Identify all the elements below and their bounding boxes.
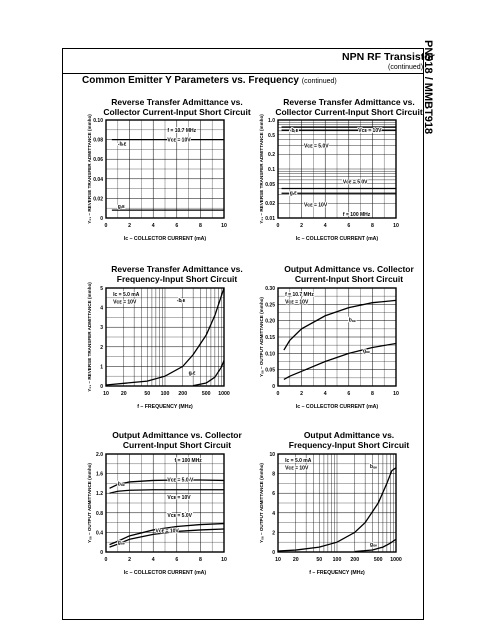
chart-4-series-line (284, 300, 396, 350)
chart-2-ytick-label: 0.05 (265, 181, 275, 188)
chart-4-xtick-label: 10 (393, 391, 399, 397)
chart-1-annotation: gᵣᴇ (117, 204, 125, 211)
chart-1-title-line2: Collector Current-Input Short Circuit (103, 107, 251, 117)
chart-4-xtick-label: 2 (300, 391, 304, 397)
chart-6-annotation: gₒₑ (370, 542, 378, 549)
chart-1-xtick-label: 2 (128, 223, 132, 229)
chart-4-plot (259, 286, 399, 412)
chart-3-xtick-label: 500 (201, 391, 211, 397)
chart-2-plot (259, 114, 399, 244)
chart-6-ytick-label: 10 (269, 452, 275, 458)
chart-5-annotation: Vᴄᴇ = 10V (155, 528, 179, 535)
chart-6-xtick-label: 50 (316, 557, 323, 563)
chart-3-plot (87, 282, 230, 412)
chart-2-annotation: gᵣᴇ (289, 190, 297, 197)
chart-3-xtick-label: 1000 (218, 391, 230, 397)
chart-2-title (269, 97, 429, 117)
chart-2-annotation: Vᴄᴇ = 5.0V (342, 179, 368, 186)
chart-3-annotation: -bᵣᴇ (176, 297, 186, 304)
chart-4-title-line2: Current-Input Short Circuit (294, 274, 404, 284)
chart-2-ytick-label: 0.02 (265, 201, 275, 208)
chart-3-xtick-label: 100 (160, 391, 170, 397)
chart-5-ytick-label: 1.2 (96, 491, 103, 498)
chart-4-annotation: f = 10.7 MHz (285, 291, 314, 298)
chart-3-title-line2: Frequency-Input Short Circuit (116, 274, 238, 284)
chart-6-ytick-label: 2 (272, 530, 275, 537)
chart-2-annotation: Vᴄᴇ = 10V (358, 127, 382, 134)
chart-2-xlabel: Iᴄ – COLLECTOR CURRENT (mA) (295, 236, 379, 242)
chart-1-xlabel: Iᴄ – COLLECTOR CURRENT (mA) (123, 236, 207, 242)
chart-3-ytick-label: 5 (100, 286, 103, 292)
chart-3-ylabel: Y₂₁ – REVERSE TRANSFER ADMITTANCE (mmho) (87, 282, 92, 392)
chart-1-annotation: Vᴄᴇ = 10V (167, 137, 191, 144)
chart-6-xtick-label: 500 (373, 557, 383, 563)
chart-1-xtick-label: 10 (221, 223, 227, 229)
chart-6-title-line1: Output Admittance vs. (303, 430, 395, 440)
chart-2-annotation: Vᴄᴇ = 5.0V (303, 143, 329, 150)
chart-4-title-line1: Output Admittance vs. Collector (284, 264, 414, 274)
chart-2-annotation: f = 100 MHz (342, 212, 371, 219)
chart-5-xtick-label: 0 (104, 557, 108, 563)
chart-5-xtick-label: 4 (151, 557, 155, 563)
chart-6-xtick-label: 100 (332, 557, 342, 563)
chart-6-annotation: Vᴄᴇ = 10V (285, 465, 309, 472)
chart-5-ytick-label: 1.6 (96, 471, 103, 478)
chart-3-ytick-label: 1 (100, 364, 103, 371)
chart-2-xtick-label: 6 (347, 223, 351, 229)
chart-5-plot (87, 452, 227, 578)
chart-6-title-line2: Frequency-Input Short Circuit (288, 440, 410, 450)
chart-4-ylabel: Yₒₑ – OUTPUT ADMITTANCE (mmho) (259, 297, 264, 377)
chart-3-ytick-label: 2 (100, 344, 103, 351)
chart-6-plot (259, 452, 402, 578)
chart-5-xtick-label: 8 (198, 557, 202, 563)
chart-1-ytick-label: 0.04 (93, 176, 103, 183)
chart-3-annotation: Iᴄ = 5.0 mA (113, 291, 140, 298)
chart-1-ytick-label: 0 (100, 216, 103, 222)
chart-5-title (97, 430, 257, 450)
chart-4-title (269, 264, 429, 284)
chart-6-xtick-label: 200 (350, 557, 360, 563)
chart-4-ytick-label: 0.30 (265, 286, 275, 292)
section-title (82, 75, 337, 86)
chart-5-annotation: f = 100 MHz (174, 457, 202, 464)
chart-2-ytick-label: 0.5 (268, 132, 275, 139)
chart-1-title-line1: Reverse Transfer Admittance vs. (111, 97, 243, 107)
chart-6-ytick-label: 4 (272, 510, 275, 517)
chart-6-xtick-label: 20 (292, 557, 299, 563)
header-continued: (continued) (388, 64, 424, 71)
chart-6-xtick-label: 10 (275, 557, 281, 563)
header-title: NPN RF Transistor (342, 51, 435, 63)
chart-2-ytick-label: 0.2 (268, 152, 275, 159)
chart-2-ytick-label: 1.0 (268, 118, 275, 124)
chart-4-xtick-label: 6 (347, 391, 351, 397)
chart-5-ytick-label: 0 (100, 550, 103, 556)
chart-2-xtick-label: 0 (276, 223, 280, 229)
chart-3-title-line1: Reverse Transfer Admittance vs. (111, 264, 243, 274)
chart-3-xtick-label: 50 (144, 391, 151, 397)
section-title-text: Common Emitter Y Parameters vs. Frequency (82, 75, 299, 86)
chart-5-annotation: Vᴄᴇ = 10V (167, 495, 191, 502)
chart-5-annotation: bₒₑ (117, 481, 125, 488)
chart-6-title (269, 430, 429, 450)
chart-3-xtick-label: 10 (103, 391, 109, 397)
chart-4-ytick-label: 0.20 (265, 318, 275, 325)
section-continued: (continued) (301, 78, 337, 85)
chart-2-title-line1: Reverse Transfer Admittance vs. (283, 97, 415, 107)
chart-4-annotation: gₒₑ (362, 348, 370, 355)
chart-3-ytick-label: 0 (100, 384, 103, 390)
chart-4-xlabel: Iᴄ – COLLECTOR CURRENT (mA) (295, 404, 379, 410)
chart-1-ytick-label: 0.02 (93, 196, 103, 203)
chart-1-annotation: -bᵣᴇ (117, 141, 127, 148)
chart-2-ytick-label: 0.01 (265, 216, 275, 222)
chart-6-ytick-label: 6 (272, 491, 275, 498)
chart-1-plot (87, 114, 227, 244)
chart-5-xtick-label: 10 (221, 557, 227, 563)
part-number-label: PN918 / MMBT918 (422, 40, 434, 135)
chart-2-xtick-label: 8 (370, 223, 374, 229)
chart-5-annotation: Vᴄᴇ = 5.0V (167, 512, 192, 519)
chart-4-xtick-label: 0 (276, 391, 280, 397)
chart-6-annotation: Iᴄ = 5.0 mA (285, 457, 312, 464)
chart-5-xtick-label: 6 (175, 557, 179, 563)
chart-4-ytick-label: 0.25 (265, 302, 275, 309)
chart-2-ylabel: Y₂₁ – REVERSE TRANSFER ADMITTANCE (mmho) (259, 114, 264, 224)
chart-5-title-line1: Output Admittance vs. Collector (112, 430, 242, 440)
chart-5-ylabel: Yₒₑ – OUTPUT ADMITTANCE (mmho) (87, 463, 92, 543)
chart-5-ytick-label: 2.0 (96, 452, 103, 458)
chart-1-xtick-label: 0 (104, 223, 108, 229)
chart-5-xtick-label: 2 (128, 557, 132, 563)
chart-2-ytick-label: 0.1 (268, 167, 275, 173)
chart-5-title-line2: Current-Input Short Circuit (122, 440, 232, 450)
chart-6-ytick-label: 0 (272, 550, 275, 556)
chart-6-annotation: bₒₑ (370, 463, 378, 470)
chart-3-xtick-label: 20 (120, 391, 127, 397)
chart-5-series-line (110, 490, 224, 493)
chart-3-xtick-label: 200 (178, 391, 188, 397)
chart-1-xtick-label: 6 (175, 223, 179, 229)
chart-6-xtick-label: 1000 (390, 557, 402, 563)
chart-4-xtick-label: 8 (370, 391, 374, 397)
chart-5-annotation: gₒₑ (117, 540, 125, 547)
chart-2-xtick-label: 4 (323, 223, 327, 229)
chart-6-xlabel: f – FREQUENCY (MHz) (309, 570, 365, 576)
chart-5-xlabel: Iᴄ – COLLECTOR CURRENT (mA) (123, 570, 207, 576)
chart-3-ytick-label: 3 (100, 325, 103, 332)
header-rule (62, 73, 424, 74)
chart-4-annotation: Vᴄᴇ = 10V (285, 299, 309, 306)
chart-4-ytick-label: 0 (272, 384, 275, 390)
chart-5-ytick-label: 0.8 (96, 510, 103, 517)
chart-2-xtick-label: 2 (300, 223, 304, 229)
chart-4-annotation: bₒₑ (348, 317, 356, 324)
chart-2-title-line2: Collector Current-Input Short Circuit (275, 107, 423, 117)
chart-1-xtick-label: 8 (198, 223, 202, 229)
chart-1-title (97, 97, 257, 117)
chart-3-xlabel: f – FREQUENCY (MHz) (137, 404, 193, 410)
chart-5-annotation: Vᴄᴇ = 5.0 V (167, 477, 194, 484)
chart-5-ytick-label: 0.4 (96, 530, 103, 537)
chart-3-series-line (193, 361, 224, 386)
chart-1-ytick-label: 0.08 (93, 137, 103, 144)
chart-6-ylabel: Yₒₑ – OUTPUT ADMITTANCE (mmho) (259, 463, 264, 543)
chart-1-ytick-label: 0.06 (93, 157, 103, 164)
chart-3-annotation: gᵣᴇ (188, 370, 196, 377)
chart-3-title (97, 264, 257, 284)
chart-4-ytick-label: 0.10 (265, 351, 275, 358)
chart-2-xtick-label: 10 (393, 223, 399, 229)
chart-1-ytick-label: 0.10 (93, 118, 103, 124)
chart-1-xtick-label: 4 (151, 223, 155, 229)
chart-3-ytick-label: 4 (100, 305, 103, 312)
chart-1-ylabel: Y₂₁ – REVERSE TRANSFER ADMITTANCE (mmho) (87, 114, 92, 224)
chart-2-annotation: Vᴄᴇ = 10V (303, 202, 328, 209)
chart-4-ytick-label: 0.05 (265, 367, 275, 374)
chart-6-ytick-label: 8 (272, 471, 275, 478)
chart-4-ytick-label: 0.15 (265, 335, 275, 341)
chart-1-annotation: f = 10.7 MHz (167, 127, 197, 134)
chart-3-annotation: Vᴄᴇ = 10V (113, 299, 137, 306)
chart-2-annotation: -bᵣᴇ (289, 127, 299, 134)
chart-4-xtick-label: 4 (323, 391, 327, 397)
